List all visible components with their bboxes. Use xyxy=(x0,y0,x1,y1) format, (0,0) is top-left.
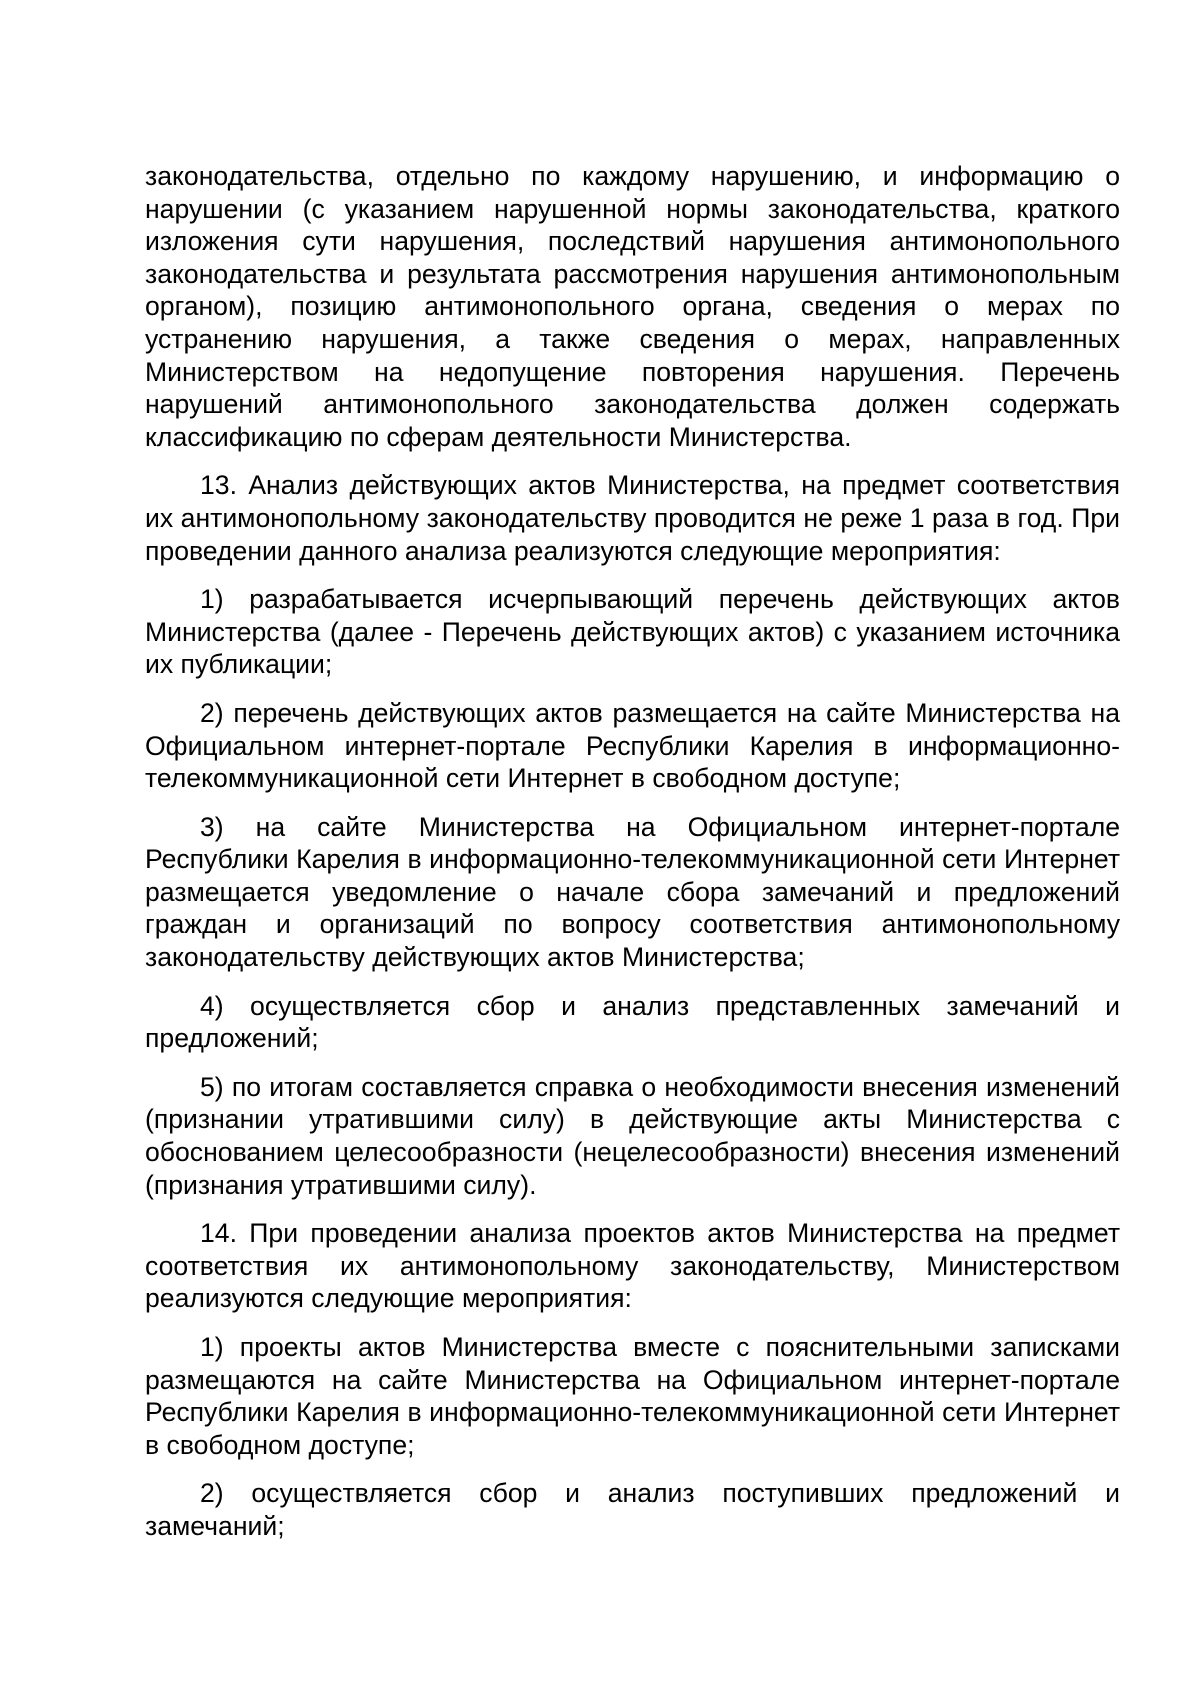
paragraph-13-sub-1: 1) разрабатывается исчерпывающий перечень действующих актов Министерства (далее - Перечень действующих актов) с указанием источника их публикации; xyxy=(145,584,1120,680)
paragraph-item-13: 13. Анализ действующих актов Министерства, на предмет соответствия их антимонопольному законодательству проводится не реже 1 раза в год. При проведении данного анализа реализуются следующие мероприятия: xyxy=(145,470,1120,566)
paragraph-13-sub-3: 3) на сайте Министерства на Официальном интернет-портале Республики Карелия в информационно-телекоммуникационной сети Интернет размещается уведомление о начале сбора замечаний и предложений граждан и организаций по вопросу соответствия антимонопольному законодательству действующих актов Министерства; xyxy=(145,811,1120,973)
paragraph-14-sub-1: 1) проекты актов Министерства вместе с пояснительными записками размещаются на сайте Министерства на Официальном интернет-портале Республики Карелия в информационно-телекоммуникационной сети Интернет в свободном доступе; xyxy=(145,1332,1120,1460)
document-page xyxy=(145,160,1120,1559)
paragraph-14-sub-2: 2) осуществляется сбор и анализ поступивших предложений и замечаний; xyxy=(145,1478,1120,1541)
paragraph-13-sub-4: 4) осуществляется сбор и анализ представленных замечаний и предложений; xyxy=(145,990,1120,1054)
paragraph-13-sub-2: 2) перечень действующих актов размещается на сайте Министерства на Официальном интернет-портале Республики Карелия в информационно-телекоммуникационной сети Интернет в свободном доступе; xyxy=(145,697,1120,794)
paragraph-item-14: 14. При проведении анализа проектов актов Министерства на предмет соответствия их антимонопольному законодательству, Министерством реализуются следующие мероприятия: xyxy=(145,1218,1120,1314)
paragraph-violations-list: законодательства, отдельно по каждому нарушению, и информацию о нарушении (с указанием нарушенной нормы законодательства, краткого изложения сути нарушения, последствий нарушения антимонопольного законодательства и результата рассмотрения нарушения антимонопольным органом), позицию антимонопольного органа, сведения о мерах по устранению нарушения, а также сведения о мерах, направленных Министерством на недопущение повторения нарушения. Перечень нарушений антимонопольного законодательства должен содержать классификацию по сферам деятельности Министерства. xyxy=(145,161,1120,452)
paragraph-13-sub-5: 5) по итогам составляется справка о необходимости внесения изменений (признании утратившими силу) в действующие акты Министерства с обоснованием целесообразности (нецелесообразности) внесения изменений (признания утратившими силу). xyxy=(145,1071,1120,1200)
